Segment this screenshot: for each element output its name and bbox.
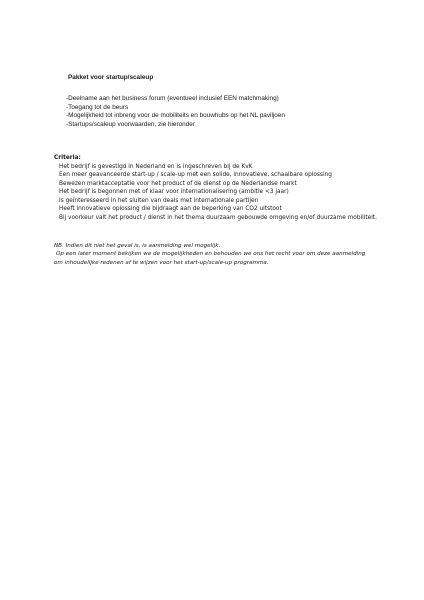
criteria-item: Het bedrijf is begonnen met of klaar voor internationalisering (ambitie <3 jaar) (59, 189, 289, 195)
package-item: -Mogelijkheid tot inbreng voor de mobiliteits en bouwhubs op het NL paviljoen (66, 112, 285, 120)
note-section (54, 242, 404, 267)
criteria-title: Criteria: (54, 155, 81, 161)
criteria-item: Heeft innovatieve oplossing die bijdraagt aan de beperking van CO2 uitstoot (59, 206, 282, 212)
package-item: -Toegang tot de beurs (66, 103, 129, 111)
criteria-item: Bij voorkeur valt het product / dienst in het thema duurzaam gebouwde omgeving en/of duurzame mobiliteit. (59, 214, 377, 221)
note-line: NB. Indien dit niet het geval is, is aanmelding wel mogelijk. (54, 243, 221, 249)
criteria-item: Bewezen marktacceptatie voor het product of de dienst op de Nederlandse markt (59, 180, 297, 187)
note-line: om inhoudelijke redenen af te wijzen voor het start-up/scale-up programma. (54, 259, 269, 266)
package-item: -Startups/scaleup voorwaarden, zie hieronder (66, 120, 195, 128)
package-item: -Deelname aan het business forum (eventueel inclusief EEN matchmaking) (66, 95, 279, 103)
criteria-item: Het bedrijf is gevestigd in Nederland en is ingeschreven bij de KvK (59, 163, 253, 170)
criteria-item: Een meer geavanceerde start-up / scale-up met een solide, innovatieve, schaalbare oplossing (59, 172, 332, 178)
package-section (66, 74, 396, 129)
note-line: Op een later moment bekijken we de mogelijkheden en behouden we ons het recht voor om deze aanmelding (56, 251, 366, 258)
criteria-item: Is geïnteresseerd in het sluiten van deals met internationale partijen (59, 197, 259, 204)
criteria-section (54, 154, 394, 222)
package-title: Pakket voor startup/scaleup (68, 74, 154, 81)
